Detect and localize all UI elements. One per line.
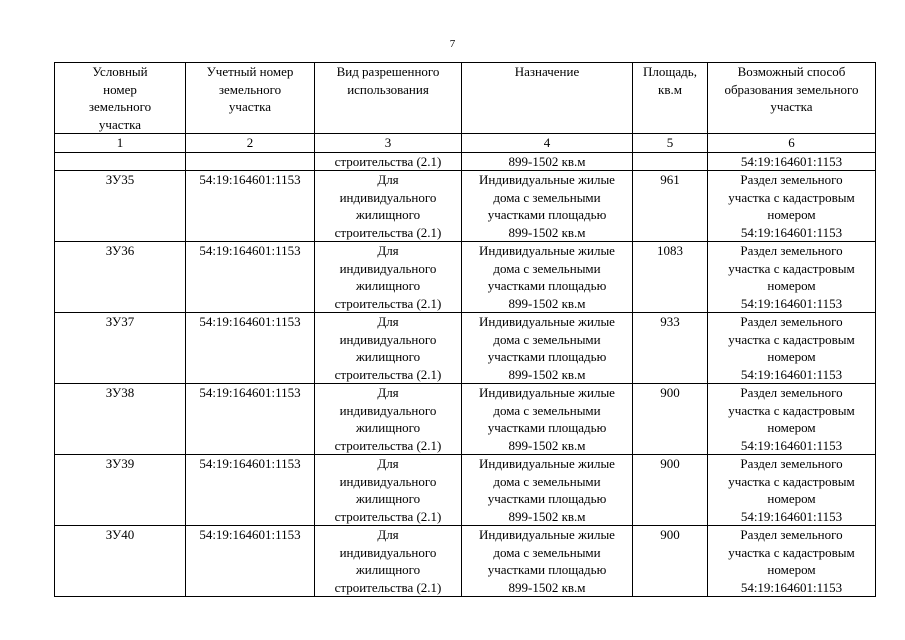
plot-id-cell: ЗУ35 bbox=[55, 171, 186, 242]
cadastral-number-cell: 54:19:164601:1153 bbox=[186, 313, 315, 384]
table-cell bbox=[633, 152, 708, 171]
column-number: 3 bbox=[315, 134, 462, 153]
header-formation-method: Возможный способ образования земельного участка bbox=[708, 63, 876, 134]
cadastral-number-cell: 54:19:164601:1153 bbox=[186, 384, 315, 455]
purpose-cell: Индивидуальные жилые дома с земельными участками площадью 899-1502 кв.м bbox=[462, 171, 633, 242]
column-number: 4 bbox=[462, 134, 633, 153]
formation-method-cell: Раздел земельного участка с кадастровым номером 54:19:164601:1153 bbox=[708, 455, 876, 526]
purpose-cell: Индивидуальные жилые дома с земельными участками площадью 899-1502 кв.м bbox=[462, 313, 633, 384]
area-cell: 933 bbox=[633, 313, 708, 384]
plot-id-cell: ЗУ37 bbox=[55, 313, 186, 384]
column-number: 6 bbox=[708, 134, 876, 153]
plot-id-cell: ЗУ40 bbox=[55, 526, 186, 597]
purpose-cell: Индивидуальные жилые дома с земельными участками площадью 899-1502 кв.м bbox=[462, 455, 633, 526]
land-plots-table bbox=[54, 62, 876, 597]
plot-id-cell: ЗУ39 bbox=[55, 455, 186, 526]
area-cell: 900 bbox=[633, 526, 708, 597]
table-cell bbox=[55, 152, 186, 171]
formation-method-cell: Раздел земельного участка с кадастровым номером 54:19:164601:1153 bbox=[708, 171, 876, 242]
table-cell: строительства (2.1) bbox=[315, 152, 462, 171]
table-row bbox=[55, 526, 876, 597]
area-cell: 961 bbox=[633, 171, 708, 242]
column-number: 1 bbox=[55, 134, 186, 153]
header-area: Площадь, кв.м bbox=[633, 63, 708, 134]
column-number: 5 bbox=[633, 134, 708, 153]
table-row bbox=[55, 313, 876, 384]
area-cell: 1083 bbox=[633, 242, 708, 313]
formation-method-cell: Раздел земельного участка с кадастровым номером 54:19:164601:1153 bbox=[708, 242, 876, 313]
table-cell: 899-1502 кв.м bbox=[462, 152, 633, 171]
header-cadastral-number: Учетный номер земельного участка bbox=[186, 63, 315, 134]
table-row bbox=[55, 384, 876, 455]
permitted-use-cell: Для индивидуального жилищного строительства (2.1) bbox=[315, 171, 462, 242]
permitted-use-cell: Для индивидуального жилищного строительства (2.1) bbox=[315, 242, 462, 313]
permitted-use-cell: Для индивидуального жилищного строительства (2.1) bbox=[315, 455, 462, 526]
area-cell: 900 bbox=[633, 455, 708, 526]
area-cell: 900 bbox=[633, 384, 708, 455]
cadastral-number-cell: 54:19:164601:1153 bbox=[186, 242, 315, 313]
column-number-row bbox=[55, 134, 876, 153]
continuation-row bbox=[55, 152, 876, 171]
plot-id-cell: ЗУ38 bbox=[55, 384, 186, 455]
cadastral-number-cell: 54:19:164601:1153 bbox=[186, 526, 315, 597]
page-number: 7 bbox=[449, 38, 456, 50]
permitted-use-cell: Для индивидуального жилищного строительства (2.1) bbox=[315, 313, 462, 384]
header-permitted-use: Вид разрешенного использования bbox=[315, 63, 462, 134]
purpose-cell: Индивидуальные жилые дома с земельными участками площадью 899-1502 кв.м bbox=[462, 526, 633, 597]
formation-method-cell: Раздел земельного участка с кадастровым номером 54:19:164601:1153 bbox=[708, 384, 876, 455]
permitted-use-cell: Для индивидуального жилищного строительства (2.1) bbox=[315, 526, 462, 597]
cadastral-number-cell: 54:19:164601:1153 bbox=[186, 171, 315, 242]
plot-id-cell: ЗУ36 bbox=[55, 242, 186, 313]
table-header-row bbox=[55, 63, 876, 134]
table-row bbox=[55, 171, 876, 242]
permitted-use-cell: Для индивидуального жилищного строительства (2.1) bbox=[315, 384, 462, 455]
formation-method-cell: Раздел земельного участка с кадастровым номером 54:19:164601:1153 bbox=[708, 313, 876, 384]
table-cell: 54:19:164601:1153 bbox=[708, 152, 876, 171]
table-cell bbox=[186, 152, 315, 171]
table-row bbox=[55, 455, 876, 526]
table-row bbox=[55, 242, 876, 313]
column-number: 2 bbox=[186, 134, 315, 153]
header-purpose: Назначение bbox=[462, 63, 633, 134]
purpose-cell: Индивидуальные жилые дома с земельными участками площадью 899-1502 кв.м bbox=[462, 242, 633, 313]
cadastral-number-cell: 54:19:164601:1153 bbox=[186, 455, 315, 526]
header-plot-id: Условный номер земельного участка bbox=[55, 63, 186, 134]
formation-method-cell: Раздел земельного участка с кадастровым номером 54:19:164601:1153 bbox=[708, 526, 876, 597]
purpose-cell: Индивидуальные жилые дома с земельными участками площадью 899-1502 кв.м bbox=[462, 384, 633, 455]
